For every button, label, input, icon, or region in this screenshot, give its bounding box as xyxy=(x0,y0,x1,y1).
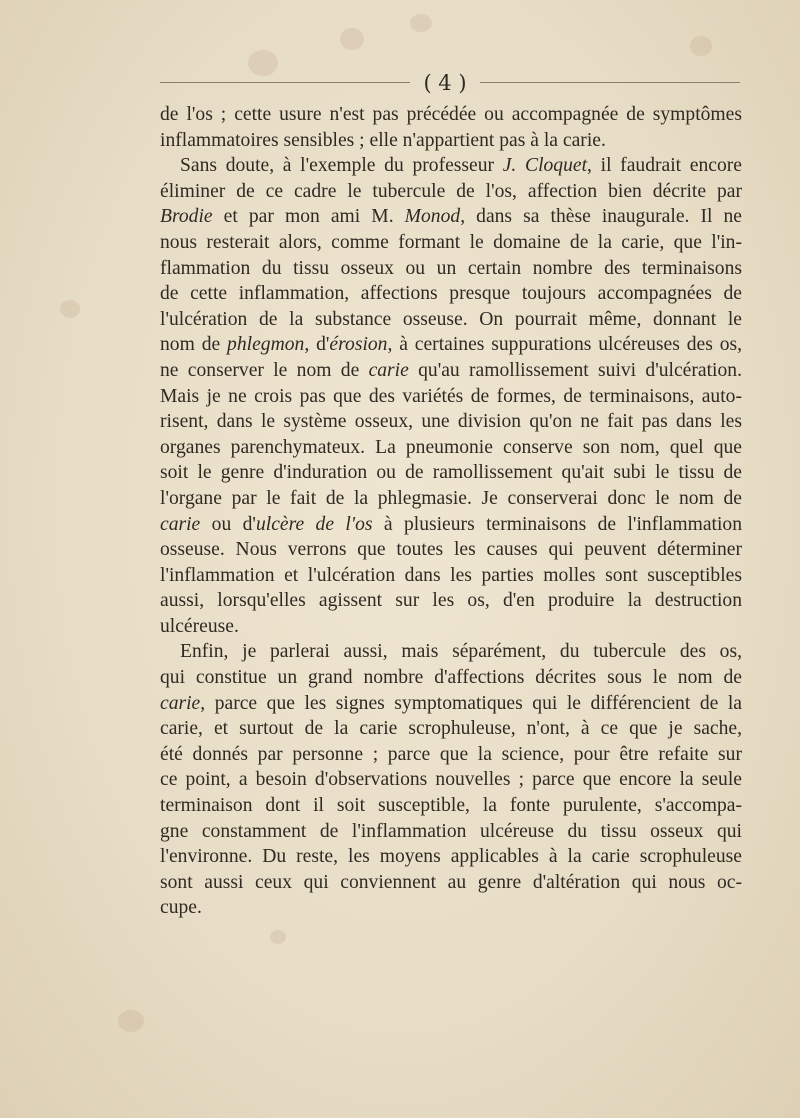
text-line: qui constitue un grand nombre d'affections décrites sous le nom de xyxy=(160,667,742,689)
text-line: Enfin, je parlerai aussi, mais séparément, du tubercule des os, xyxy=(180,641,742,663)
italic-term: Brodie xyxy=(160,206,213,228)
text-line: Sans doute, à l'exemple du professeur J. Cloquet, il faudrait encore xyxy=(180,155,742,177)
text-line: éliminer de ce cadre le tubercule de l'os, affection bien décrite par xyxy=(160,180,742,202)
header-rule-left xyxy=(160,82,410,83)
italic-term: phlegmon xyxy=(227,334,305,356)
paper-stain xyxy=(340,28,364,50)
paragraph-3 xyxy=(160,639,742,921)
header-rule-right xyxy=(480,82,740,83)
text-line: Brodie et par mon ami M. Monod, dans sa thèse inaugurale. Il ne xyxy=(160,206,742,228)
italic-term: Monod xyxy=(404,206,461,228)
italic-term: ulcère de l'os xyxy=(255,513,373,535)
body-text xyxy=(160,102,742,921)
italic-term: érosion xyxy=(329,334,388,356)
text-line: organes parenchymateux. La pneumonie conserve son nom, quel que xyxy=(160,436,742,458)
text-line: nom de phlegmon, d'érosion, à certaines suppurations ulcéreuses des os, xyxy=(160,334,743,356)
text-line: aussi, lorsqu'elles agissent sur les os, d'en produire la destruction xyxy=(160,590,742,612)
page-number: ( 4 ) xyxy=(423,71,467,95)
text-line: de cette inflammation, affections presque toujours accompagnées de xyxy=(160,283,742,305)
text-line: de l'os ; cette usure n'est pas précédée ou accompagnée de symptômes xyxy=(160,104,742,125)
text-line: osseuse. Nous verrons que toutes les causes qui peuvent déterminer xyxy=(160,539,742,561)
text-line: l'inflammation et l'ulcération dans les parties molles sont susceptibles xyxy=(160,564,742,586)
text-line: ulcéreuse. xyxy=(160,615,239,637)
italic-term: carie xyxy=(160,513,201,535)
text-line: terminaison dont il soit susceptible, la fonte purulente, s'accompa- xyxy=(160,795,742,817)
text-line: carie, et surtout de la carie scrophuleuse, n'ont, à ce que je sache, xyxy=(160,718,742,740)
text-line: cupe. xyxy=(160,897,202,919)
italic-term: J. Cloquet xyxy=(502,155,588,177)
text-line: soit le genre d'induration ou de ramollissement qu'ait subi le tissu de xyxy=(160,462,742,484)
text-line: flammation du tissu osseux ou un certain nombre des terminaisons xyxy=(160,257,742,279)
page-header xyxy=(160,72,740,94)
paper-stain xyxy=(410,14,432,32)
text-line: été donnés par personne ; parce que la science, pour être refaite sur xyxy=(160,743,742,765)
paper-stain xyxy=(270,930,286,944)
italic-term: carie xyxy=(368,359,409,381)
text-line: l'environne. Du reste, les moyens applicables à la carie scrophuleuse xyxy=(160,846,742,868)
italic-term: carie xyxy=(160,692,201,714)
text-line: risent, dans le système osseux, une division qu'on ne fait pas dans les xyxy=(160,411,742,433)
text-line: ne conserver le nom de carie qu'au ramollissement suivi d'ulcération. xyxy=(160,359,742,381)
text-line: l'ulcération de la substance osseuse. On pourrait même, donnant le xyxy=(160,308,742,330)
text-line: inflammatoires sensibles ; elle n'appartient pas à la carie. xyxy=(160,129,606,151)
paper-stain xyxy=(60,300,80,318)
text-line: sont aussi ceux qui conviennent au genre d'altération qui nous oc- xyxy=(160,871,742,893)
text-line: carie ou d'ulcère de l'os à plusieurs terminaisons de l'inflammation xyxy=(160,513,743,535)
text-line: ce point, a besoin d'observations nouvelles ; parce que encore la seule xyxy=(160,769,742,791)
text-line: l'organe par le fait de la phlegmasie. Je conserverai donc le nom de xyxy=(160,487,742,509)
paper-stain xyxy=(118,1010,144,1032)
text-line: gne constamment de l'inflammation ulcéreuse du tissu osseux qui xyxy=(160,820,742,842)
paragraph-2 xyxy=(160,153,742,639)
paper-stain xyxy=(690,36,712,56)
text-line: carie, parce que les signes symptomatiques qui le différencient de la xyxy=(160,692,742,714)
text-line: Mais je ne crois pas que des variétés de formes, de terminaisons, auto- xyxy=(160,385,742,407)
text-line: nous resterait alors, comme formant le domaine de la carie, que l'in- xyxy=(160,231,742,253)
paragraph-1 xyxy=(160,102,742,153)
